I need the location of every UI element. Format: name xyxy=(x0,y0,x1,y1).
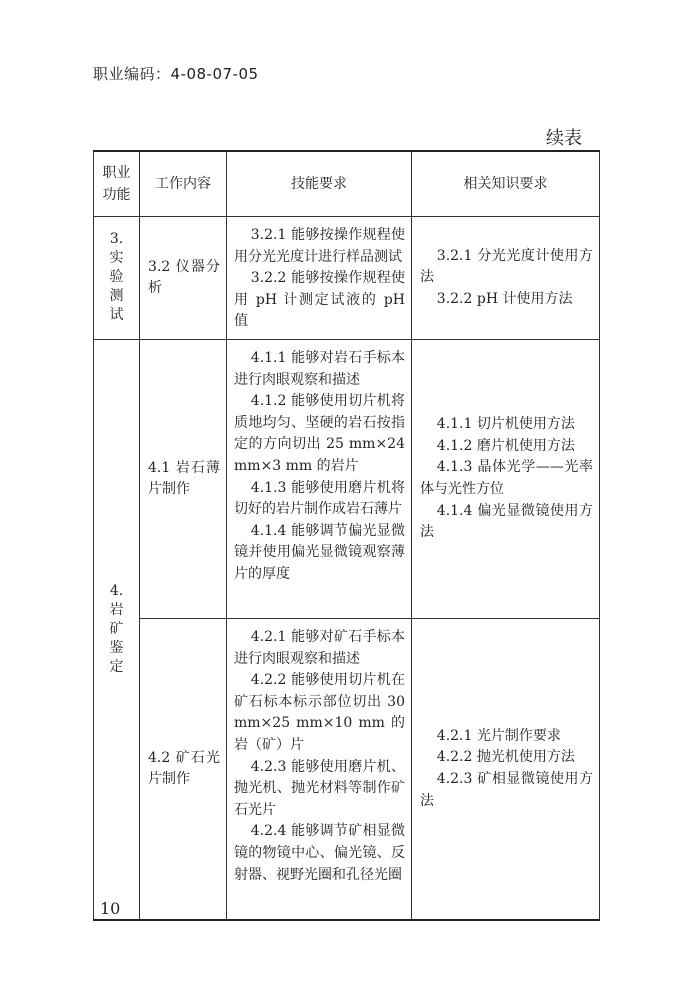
skill-item: 4.1.4 能够调节偏光显微镜并使用偏光显微镜观察薄片的厚度 xyxy=(234,522,405,582)
header-function: 职业 功能 xyxy=(94,151,140,217)
knowledge-cell xyxy=(412,339,600,618)
knowledge-item: 4.1.2 磨片机使用方法 xyxy=(436,437,575,454)
knowledge-item: 4.1.4 偏光显微镜使用方法 xyxy=(420,502,593,541)
page-number: 10 xyxy=(100,899,121,918)
skills-cell xyxy=(227,217,412,340)
skill-item: 4.2.4 能够调节矿相显微镜的物镜中心、偏光镜、反射器、视野光圈和孔径光圈 xyxy=(234,823,405,883)
skill-item: 4.2.2 能够使用切片机在矿石标本标示部位切出 30 mm×25 mm×10 mm 的岩（矿）片 xyxy=(234,672,405,753)
table-row xyxy=(94,618,600,920)
content-cell: 4.1 岩石薄片制作 xyxy=(140,339,227,618)
knowledge-item: 4.1.1 切片机使用方法 xyxy=(436,416,575,433)
knowledge-item: 4.2.1 光片制作要求 xyxy=(436,727,561,744)
skills-cell xyxy=(227,339,412,618)
table-header-row xyxy=(94,151,600,217)
knowledge-item: 4.1.3 晶体光学——光率体与光性方位 xyxy=(420,459,593,497)
knowledge-item: 4.2.3 矿相显微镜使用方法 xyxy=(420,770,593,809)
function-cell: 4. 岩 矿 鉴 定 xyxy=(94,339,140,920)
knowledge-cell xyxy=(412,618,600,920)
skill-item: 3.2.2 能够按操作规程使用 pH 计测定试液的 pH 值 xyxy=(234,270,405,330)
table-row xyxy=(94,339,600,618)
knowledge-item: 3.2.2 pH 计使用方法 xyxy=(436,290,573,307)
skill-item: 4.1.2 能够使用切片机将质地均匀、坚硬的岩石按指定的方向切出 25 mm×24 mm×3 mm 的岩片 xyxy=(234,393,405,474)
continued-table-label: 续表 xyxy=(546,128,582,149)
function-cell: 3. 实 验 测 试 xyxy=(94,217,140,340)
skills-table xyxy=(93,150,600,921)
skills-cell xyxy=(227,618,412,920)
skill-item: 4.1.3 能够使用磨片机将切好的岩片制作成岩石薄片 xyxy=(234,479,405,518)
content-cell: 4.2 矿石光片制作 xyxy=(140,618,227,920)
header-content: 工作内容 xyxy=(140,151,227,217)
knowledge-cell xyxy=(412,217,600,340)
table-row xyxy=(94,217,600,340)
skill-item: 4.2.1 能够对矿石手标本进行肉眼观察和描述 xyxy=(234,628,405,667)
skill-item: 4.1.1 能够对岩石手标本进行肉眼观察和描述 xyxy=(234,349,405,388)
skill-item: 4.2.3 能够使用磨片机、抛光机、抛光材料等制作矿石光片 xyxy=(234,758,405,818)
header-skills: 技能要求 xyxy=(227,151,412,217)
content-cell: 3.2 仪器分析 xyxy=(140,217,227,340)
knowledge-item: 4.2.2 抛光机使用方法 xyxy=(436,749,575,766)
occupation-code: 职业编码：4-08-07-05 xyxy=(93,65,259,83)
knowledge-item: 3.2.1 分光光度计使用方法 xyxy=(420,247,593,286)
header-knowledge: 相关知识要求 xyxy=(412,151,600,217)
skill-item: 3.2.1 能够按操作规程使用分光光度计进行样品测试 xyxy=(234,227,405,265)
